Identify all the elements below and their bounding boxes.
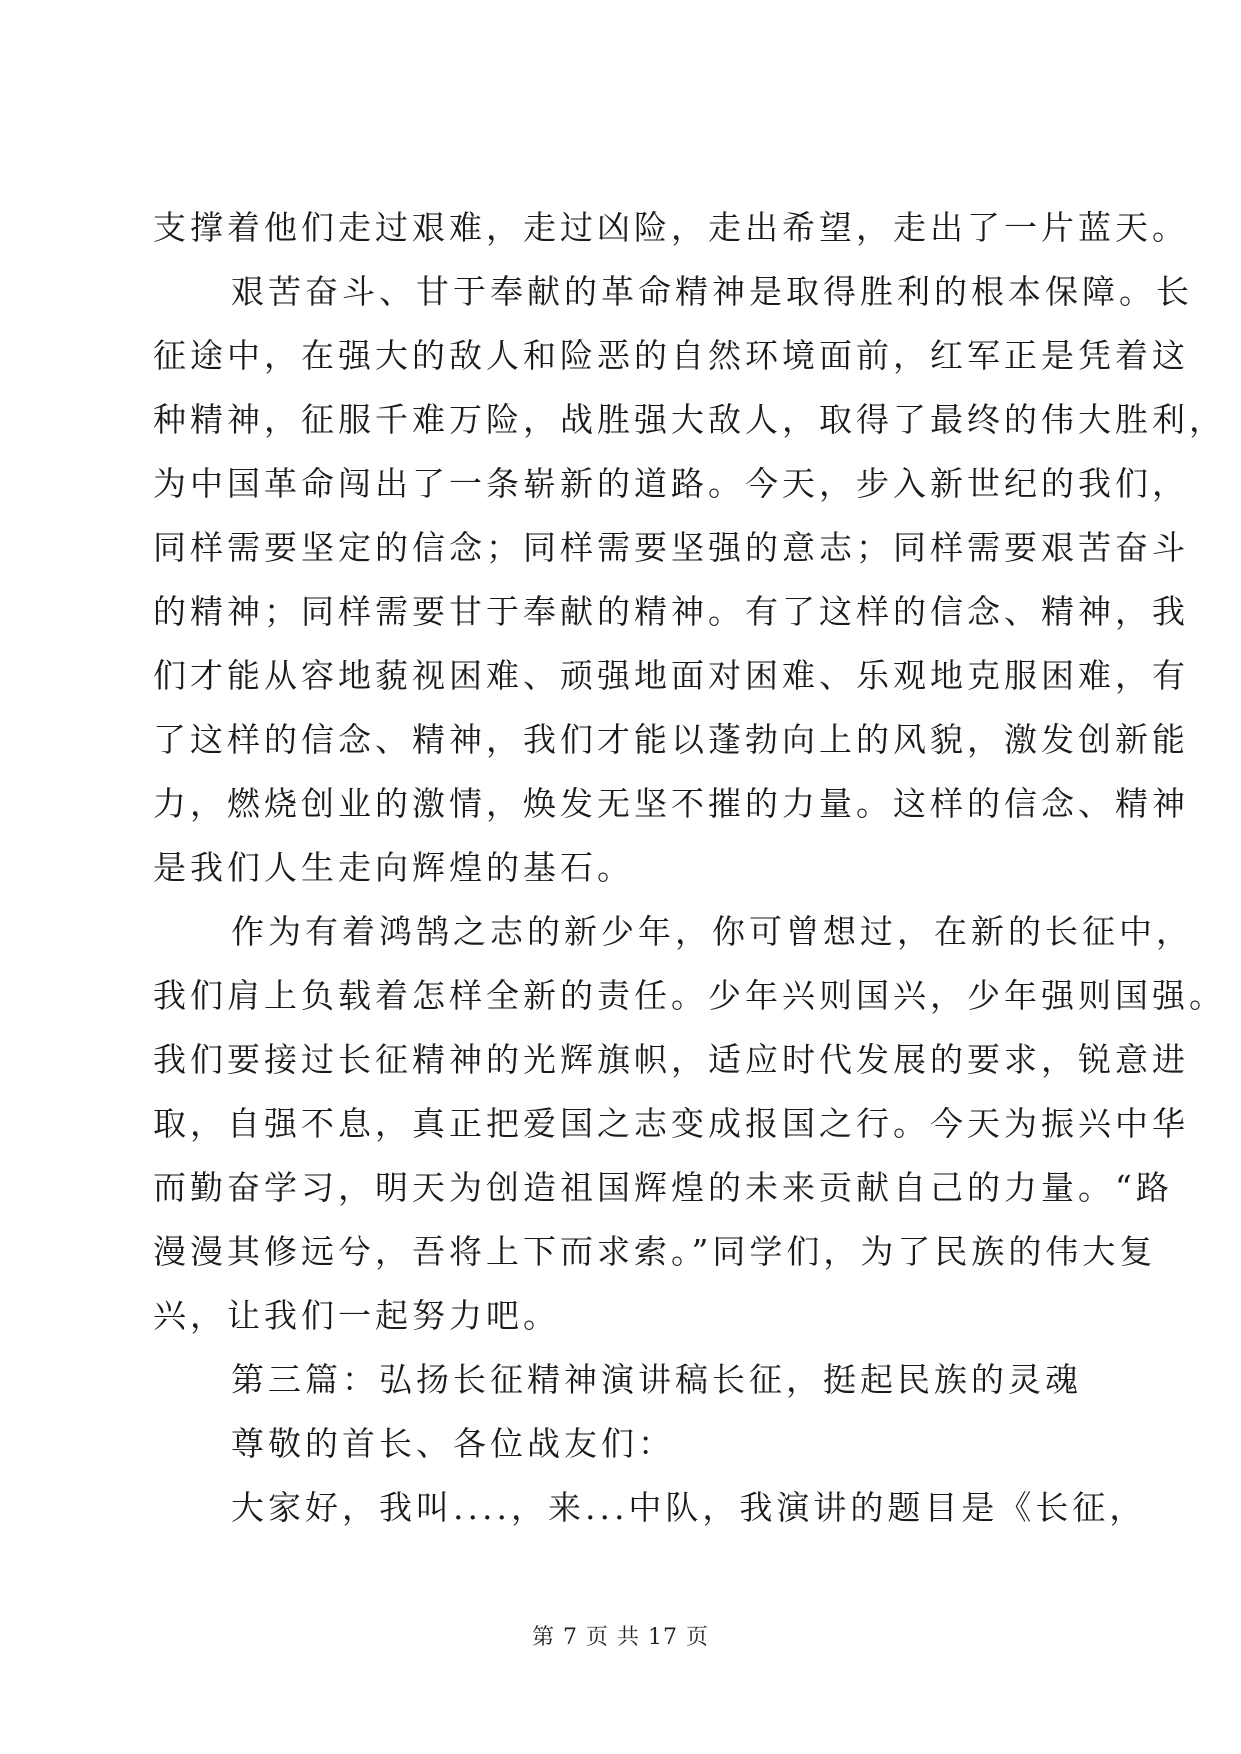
text-line: 漫漫其修远兮，吾将上下而求索。”同学们，为了民族的伟大复 <box>153 1232 1157 1271</box>
document-body <box>153 196 1226 1540</box>
text-line: 兴，让我们一起努力吧。 <box>153 1296 560 1335</box>
text-line: 是我们人生走向辉煌的基石。 <box>153 848 634 887</box>
text-line: 取，自强不息，真正把爱国之志变成报国之行。今天为振兴中华 <box>153 1104 1189 1143</box>
text-line: 了这样的信念、精神，我们才能以蓬勃向上的风貌，激发创新能 <box>153 720 1189 759</box>
text-line: 征途中，在强大的敌人和险恶的自然环境面前，红军正是凭着这 <box>153 336 1189 375</box>
page-number-footer: 第 7 页 共 17 页 <box>532 1625 709 1650</box>
text-line: 作为有着鸿鹄之志的新少年，你可曾想过，在新的长征中， <box>231 912 1193 951</box>
text-line: 为中国革命闯出了一条崭新的道路。今天，步入新世纪的我们， <box>153 464 1189 503</box>
text-line: 我们要接过长征精神的光辉旗帜，适应时代发展的要求，锐意进 <box>153 1040 1189 1079</box>
text-line: 们才能从容地藐视困难、顽强地面对困难、乐观地克服困难，有 <box>153 656 1189 695</box>
text-line: 艰苦奋斗、甘于奉献的革命精神是取得胜利的根本保障。长 <box>231 272 1193 311</box>
text-line: 而勤奋学习，明天为创造祖国辉煌的未来贡献自己的力量。“路 <box>153 1168 1173 1207</box>
text-line: 支撑着他们走过艰难，走过凶险，走出希望，走出了一片蓝天。 <box>153 208 1189 247</box>
text-line: 同样需要坚定的信念；同样需要坚强的意志；同样需要艰苦奋斗 <box>153 528 1189 567</box>
text-line: 力，燃烧创业的激情，焕发无坚不摧的力量。这样的信念、精神 <box>153 784 1189 823</box>
text-line: 大家好，我叫....，来...中队，我演讲的题目是《长征， <box>231 1488 1147 1527</box>
text-line: 种精神，征服千难万险，战胜强大敌人，取得了最终的伟大胜利， <box>153 400 1226 439</box>
text-line: 我们肩上负载着怎样全新的责任。少年兴则国兴，少年强则国强。 <box>153 976 1226 1015</box>
salutation: 尊敬的首长、各位战友们： <box>231 1424 675 1463</box>
text-line: 的精神；同样需要甘于奉献的精神。有了这样的信念、精神，我 <box>153 592 1189 631</box>
section-heading: 第三篇：弘扬长征精神演讲稿长征，挺起民族的灵魂 <box>231 1360 1082 1399</box>
